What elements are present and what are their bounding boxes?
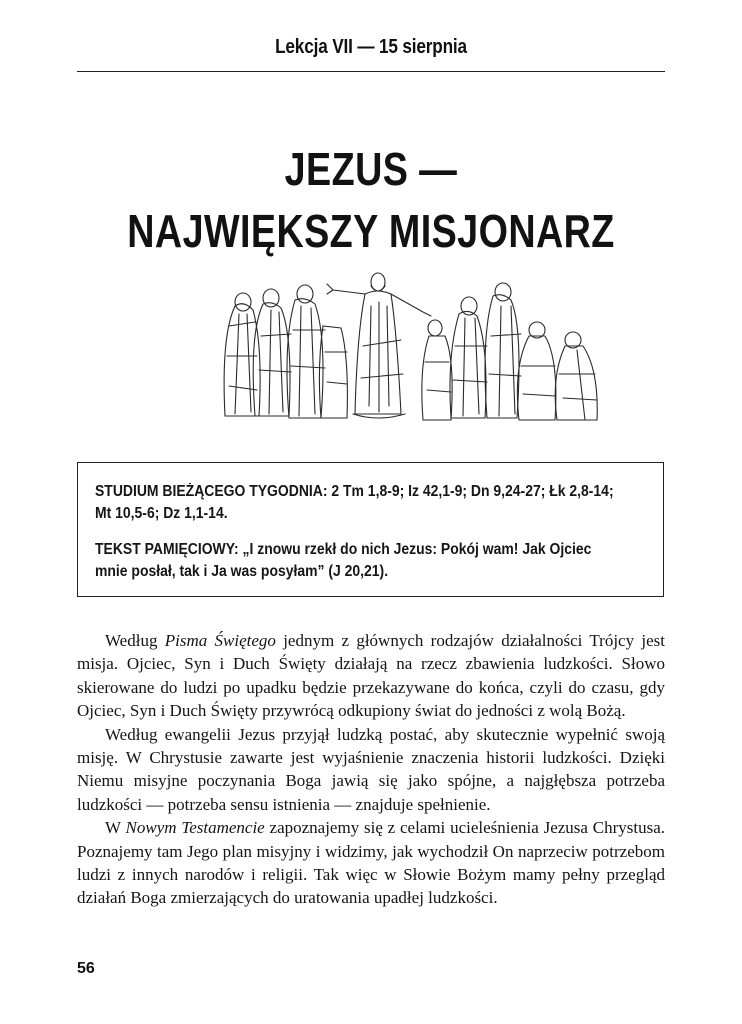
paragraph-3-start: W <box>105 818 126 838</box>
paragraph-2: Według ewangelii Jezus przyjął ludzką postać, aby skutecznie wypełnić swoją misję. W Chrystusie zawarte jest wyjaśnienie znaczenia historii ludzkości. Dzięki Niemu misyjne poczynania Boga jawią się jako spójne, a najgłębsza potrzeba ludzkości — potrzeba sensu istnienia — znajduje spełnienie. <box>77 724 665 814</box>
paragraph-3-rest: zapoznajemy się z celami ucieleśnienia Jezusa Chrystusa. Poznajemy tam Jego plan misyjny i widzimy, jak wychodził On naprzeciw potrzebom ludzi z innych narodów i religii. Tak więc w Słowie Bożym mamy pełny przegląd działań Boga zmierzających do uratowania upadłej ludzkości. <box>77 818 665 908</box>
paragraph-1-rest: jednym z głównych rodzajów działalności Trójcy jest misja. Ojciec, Syn i Duch Święty działają na rzecz zbawienia ludzkości. Słowo skierowane do ludzi po upadku będzie przekazywane do końca, czyli do czasu, gdy Ojciec, Syn i Duch Święty przywrócą odkupiony świat do jedności z wolą Bożą. <box>77 631 665 721</box>
header-divider <box>77 71 665 72</box>
body-text <box>77 629 665 910</box>
memory-text: TEKST PAMIĘCIOWY: „I znowu rzekł do nich Jezus: Pokój wam! Jak Ojciec mnie posłał, tak i Ja was posyłam” (J 20,21). <box>95 541 592 580</box>
jesus-figure <box>327 273 431 418</box>
page-number: 56 <box>77 960 95 977</box>
jesus-with-disciples-illustration <box>215 266 610 442</box>
paragraph-3-italic: Nowym Testamencie <box>125 818 265 838</box>
paragraph-1-italic: Pisma Świętego <box>164 631 276 650</box>
title-line-1: JEZUS — <box>284 143 458 195</box>
weekly-study-references: STUDIUM BIEŻĄCEGO TYGODNIA: 2 Tm 1,8-9; Iz 42,1-9; Dn 9,24-27; Łk 2,8-14; Mt 10,5-6; Dz 1,1-14. <box>95 483 614 522</box>
lesson-header: Lekcja VII — 15 sierpnia <box>275 36 467 58</box>
page-title <box>67 138 675 262</box>
study-box <box>77 462 664 597</box>
paragraph-3 <box>77 816 665 910</box>
disciples-right <box>422 283 597 420</box>
disciples-left <box>224 285 347 418</box>
title-line-2: NAJWIĘKSZY MISJONARZ <box>127 205 615 257</box>
paragraph-1 <box>77 629 665 723</box>
paragraph-1-start: Według <box>105 631 165 650</box>
